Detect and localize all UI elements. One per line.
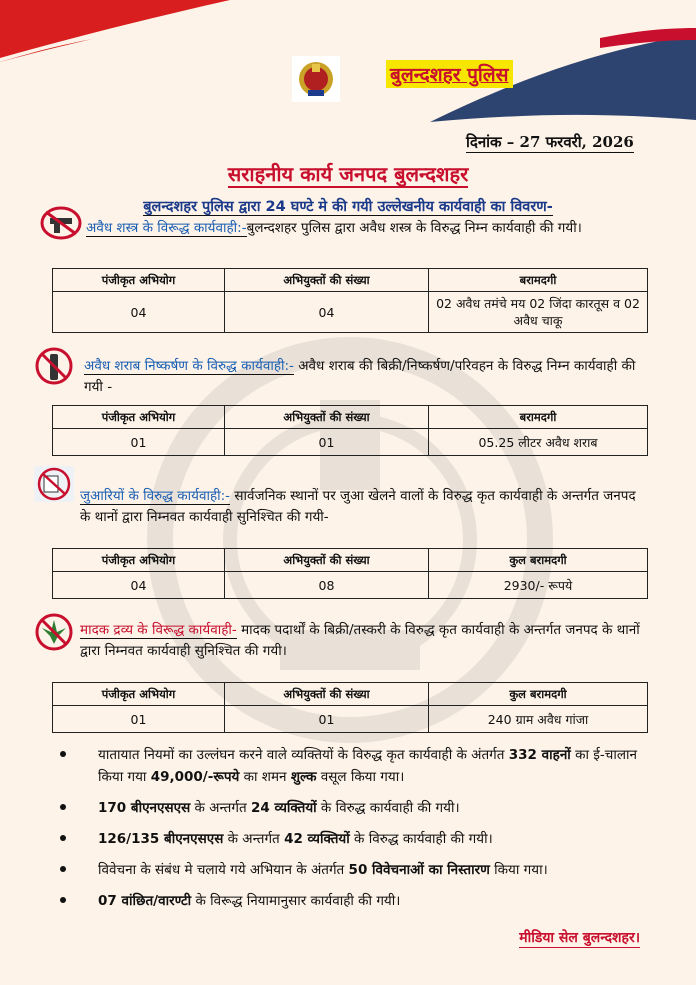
section-text: बुलन्दशहर पुलिस द्वारा अवैध शस्त्र के विरुद्ध निम्न कार्यवाही की गयी। bbox=[246, 220, 582, 236]
table-cell: 05.25 लीटर अवैध शराब bbox=[429, 429, 648, 456]
table-row bbox=[53, 572, 648, 599]
media-cell-signature: मीडिया सेल बुलन्दशहर। bbox=[519, 930, 640, 946]
summary-bullet-list bbox=[60, 744, 644, 921]
section-text: मादक पदार्थों के बिक्री/तस्करी के विरुद्ध कृत कार्यवाही के अन्तर्गत जनपद के थानों द्वारा निम्नवत कार्यवाही सुनिश्चित की गयी। bbox=[80, 622, 640, 659]
section-heading: मादक द्रव्य के विरूद्ध कार्यवाही- bbox=[80, 622, 237, 638]
table-cell: 2930/- रूपये bbox=[429, 572, 648, 599]
up-police-emblem-icon bbox=[292, 56, 340, 102]
table-cell: 04 bbox=[53, 292, 225, 333]
section-weapons bbox=[86, 218, 642, 239]
table-header-row bbox=[53, 549, 648, 572]
table-cell: 01 bbox=[225, 706, 429, 733]
section-heading: जुआरियों के विरुद्ध कार्यवाही:- bbox=[80, 488, 231, 504]
org-title: बुलन्दशहर पुलिस bbox=[386, 60, 513, 88]
list-item: यातायात नियमों का उल्लंघन करने वाले व्यक्तियों के विरुद्ध कृत कार्यवाही के अंतर्गत 332 वाहनों का ई-चालान किया गया 49,000/-रूपये का शमन शुल्क वसूल किया गया। bbox=[60, 744, 644, 788]
table-cell: 01 bbox=[53, 706, 225, 733]
table-cell: 04 bbox=[53, 572, 225, 599]
column-header: अभियुक्तों की संख्या bbox=[225, 406, 429, 429]
column-header: पंजीकृत अभियोग bbox=[53, 406, 225, 429]
drugs-table bbox=[52, 682, 648, 733]
list-item: 07 वांछित/वारण्टी के विरूद्ध नियामानुसार कार्यवाही की गयी। bbox=[60, 890, 644, 912]
bullet-icon bbox=[60, 804, 66, 810]
column-header: पंजीकृत अभियोग bbox=[53, 549, 225, 572]
header-swoosh-graphic bbox=[0, 0, 696, 130]
no-alcohol-icon bbox=[34, 346, 74, 386]
date-line: दिनांक – 27 फरवरी, 2026 bbox=[466, 133, 634, 151]
table-header-row bbox=[53, 683, 648, 706]
no-gun-icon bbox=[40, 206, 82, 240]
column-header: कुल बरामदगी bbox=[429, 549, 648, 572]
section-heading: अवैध शस्त्र के विरूद्ध कार्यवाही:- bbox=[86, 220, 247, 236]
section-text: सार्वजनिक स्थानों पर जुआ खेलने वालों के विरुद्ध कृत कार्यवाही के अन्तर्गत जनपद के थानों द्वारा निम्नवत कार्यवाही सुनिश्चित की गयी- bbox=[80, 488, 636, 525]
table-row bbox=[53, 706, 648, 733]
page-title: सराहनीय कार्य जनपद बुलन्दशहर bbox=[227, 162, 469, 186]
no-drugs-icon bbox=[34, 612, 74, 652]
list-item: 170 बीएनएसएस के अन्तर्गत 24 व्यक्तियों के विरुद्ध कार्यवाही की गयी। bbox=[60, 797, 644, 819]
table-header-row bbox=[53, 269, 648, 292]
alcohol-table bbox=[52, 405, 648, 456]
section-heading: अवैध शराब निष्कर्षण के विरुद्ध कार्यवाही:- bbox=[84, 358, 294, 374]
bullet-icon bbox=[60, 835, 66, 841]
column-header: अभियुक्तों की संख्या bbox=[225, 269, 429, 292]
section-drugs bbox=[80, 620, 642, 662]
no-gambling-icon bbox=[34, 466, 74, 502]
table-row bbox=[53, 292, 648, 333]
column-header: बरामदगी bbox=[429, 269, 648, 292]
list-item: 126/135 बीएनएसएस के अन्तर्गत 42 व्यक्तियों के विरुद्ध कार्यवाही की गयी। bbox=[60, 828, 644, 850]
column-header: बरामदगी bbox=[429, 406, 648, 429]
section-gambling bbox=[80, 486, 642, 528]
column-header: कुल बरामदगी bbox=[429, 683, 648, 706]
column-header: पंजीकृत अभियोग bbox=[53, 269, 225, 292]
table-cell: 240 ग्राम अवैध गांजा bbox=[429, 706, 648, 733]
bullet-icon bbox=[60, 866, 66, 872]
gambling-table bbox=[52, 548, 648, 599]
column-header: अभियुक्तों की संख्या bbox=[225, 683, 429, 706]
section-text: अवैध शराब की बिक्री/निष्कर्षण/परिवहन के विरुद्ध निम्न कार्यवाही की गयी - bbox=[84, 358, 636, 395]
table-cell: 08 bbox=[225, 572, 429, 599]
page-subtitle: बुलन्दशहर पुलिस द्वारा 24 घण्टे मे की गयी उल्लेखनीय कार्यवाही का विवरण- bbox=[143, 199, 553, 215]
table-cell: 01 bbox=[53, 429, 225, 456]
bullet-icon bbox=[60, 751, 66, 757]
list-item: विवेचना के संबंध मे चलाये गये अभियान के अंतर्गत 50 विवेचनाओं का निस्तारण किया गया। bbox=[60, 859, 644, 881]
table-cell: 02 अवैध तमंचे मय 02 जिंदा कारतूस व 02 अवैध चाकू bbox=[429, 292, 648, 333]
column-header: पंजीकृत अभियोग bbox=[53, 683, 225, 706]
section-alcohol bbox=[84, 356, 642, 398]
table-cell: 01 bbox=[225, 429, 429, 456]
table-row bbox=[53, 429, 648, 456]
table-cell: 04 bbox=[225, 292, 429, 333]
bullet-icon bbox=[60, 897, 66, 903]
column-header: अभियुक्तों की संख्या bbox=[225, 549, 429, 572]
weapons-table bbox=[52, 268, 648, 333]
table-header-row bbox=[53, 406, 648, 429]
